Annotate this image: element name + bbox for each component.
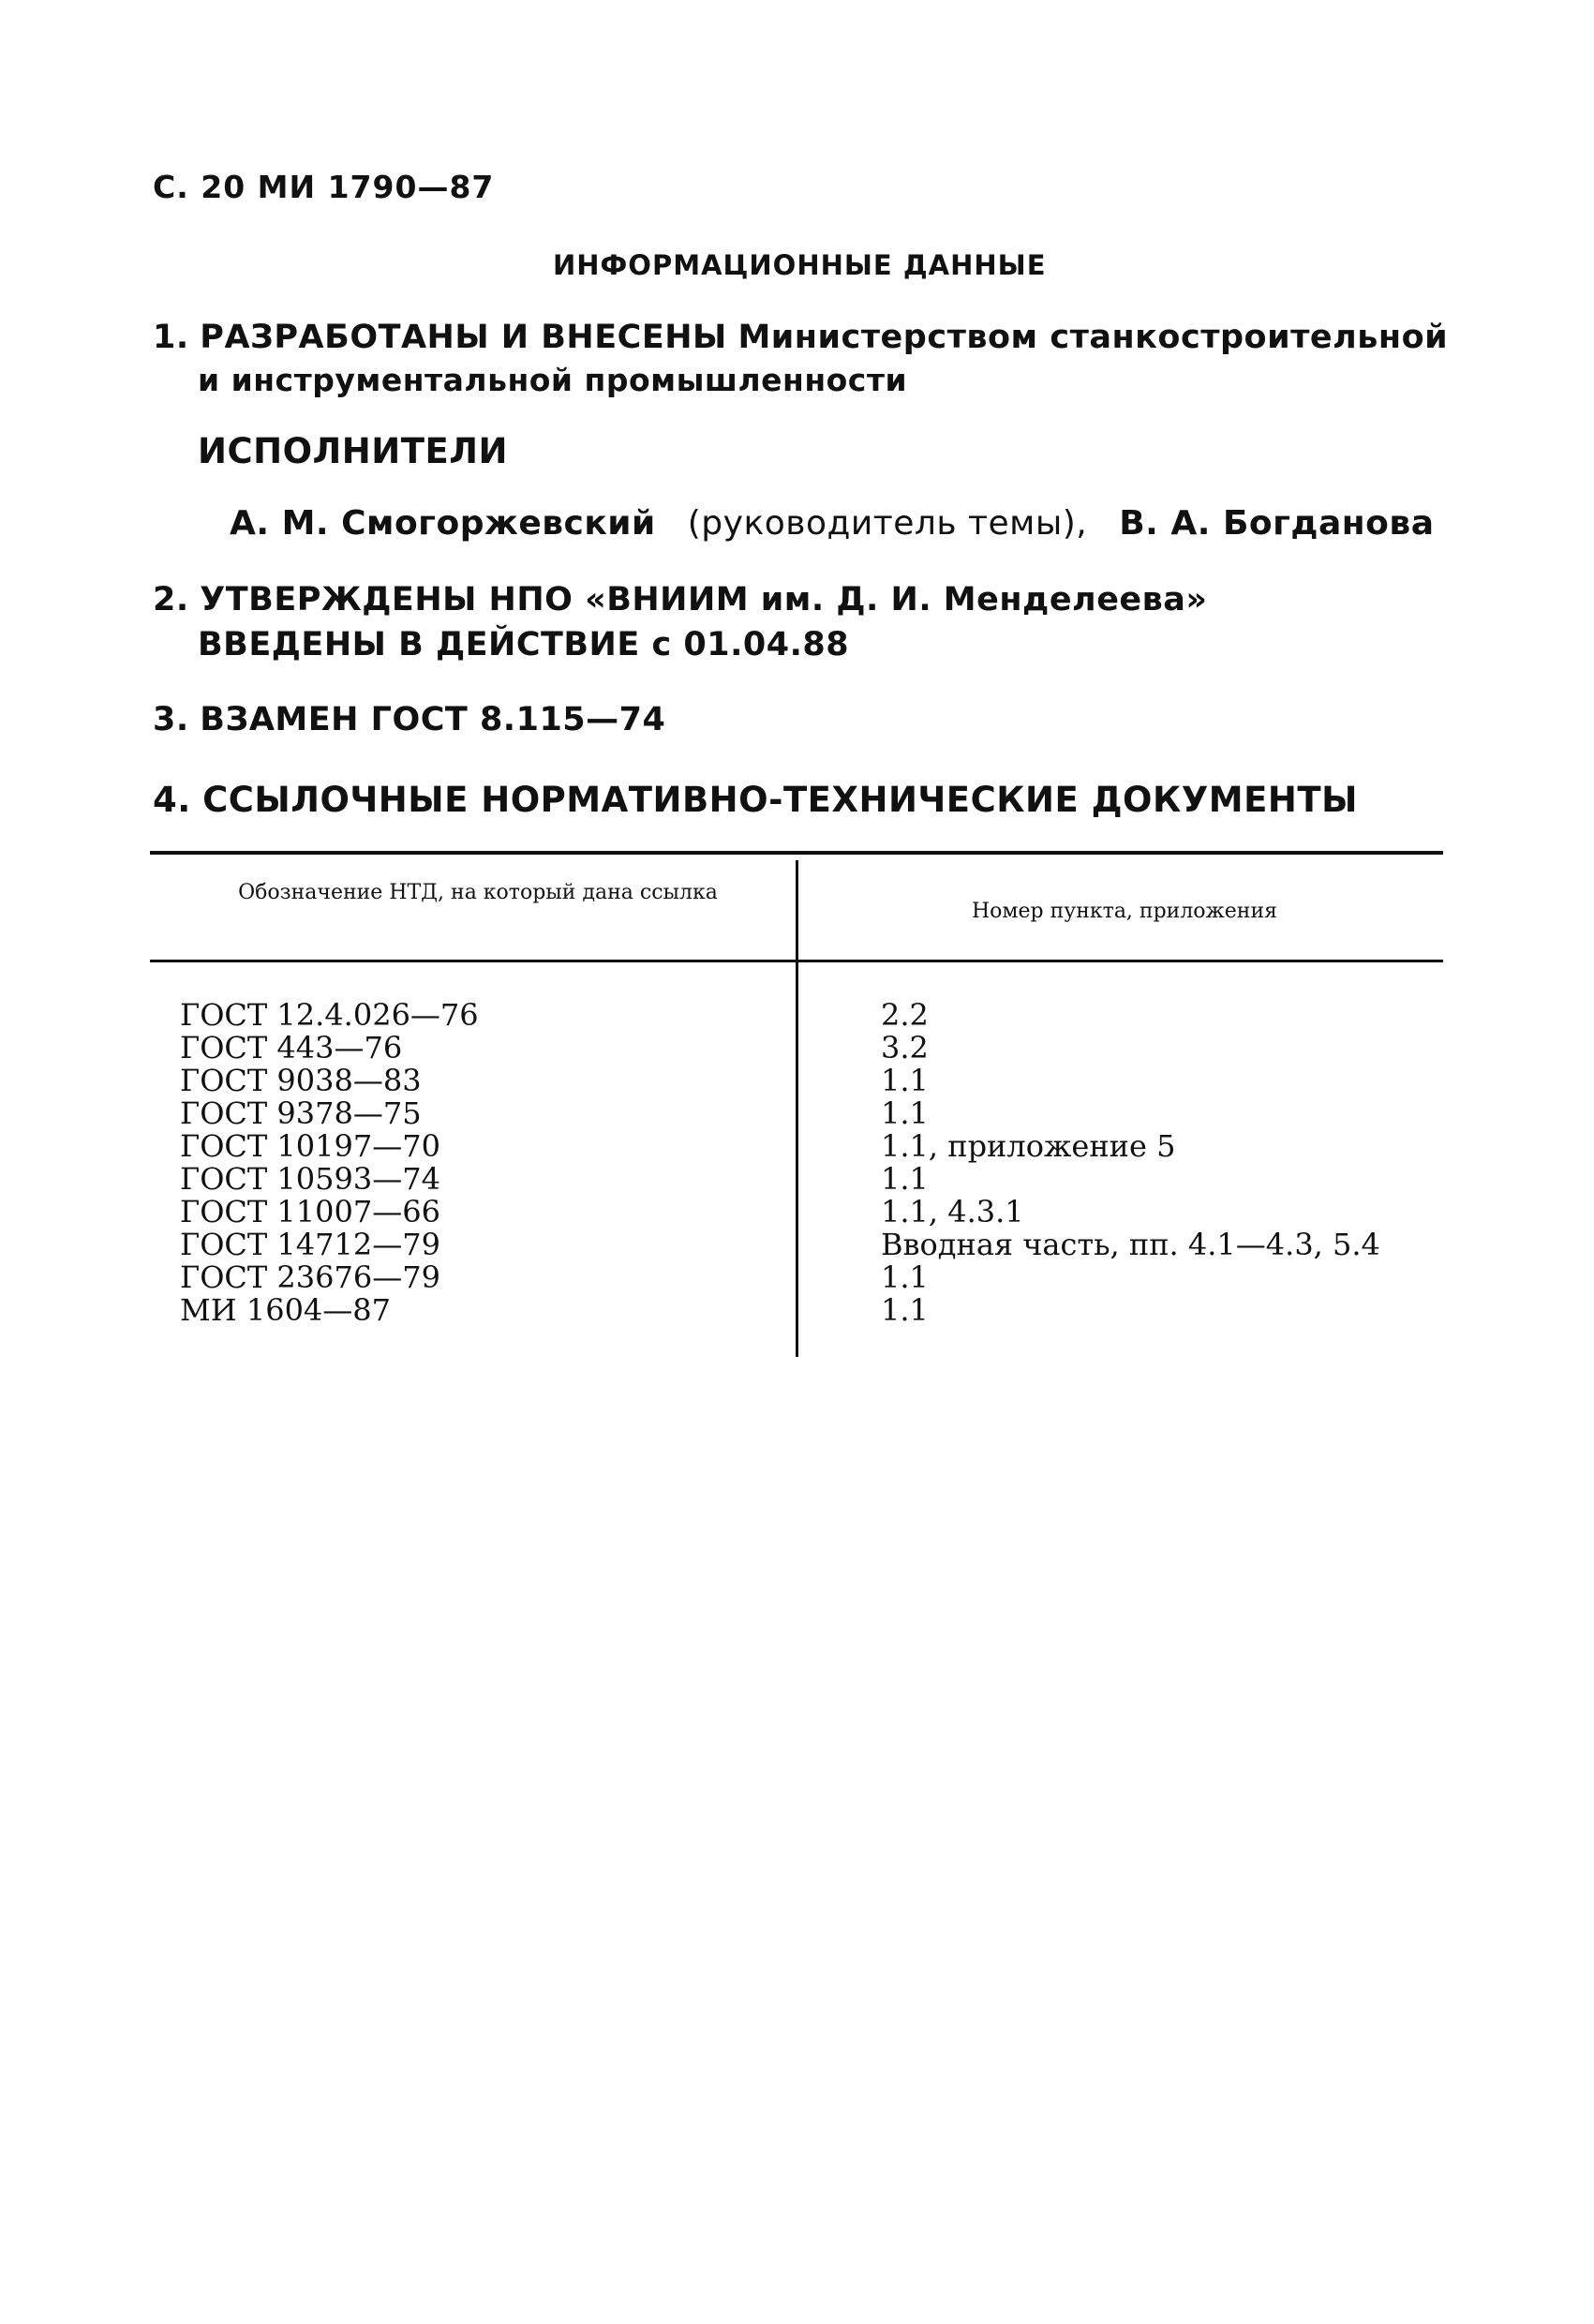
item-3-label: ВЗАМЕН ГОСТ 8.115—74 bbox=[200, 701, 666, 738]
item-3-number: 3. bbox=[153, 701, 189, 738]
table-column-divider bbox=[796, 860, 798, 1357]
document-title: ИНФОРМАЦИОННЫЕ ДАННЫЕ bbox=[553, 249, 1047, 281]
item-1 bbox=[153, 319, 1448, 356]
table-cell-clause: 1.1 bbox=[881, 1063, 929, 1098]
performer-role: (руководитель темы), bbox=[687, 504, 1088, 543]
table-column-designation bbox=[180, 999, 479, 1327]
table-cell-designation: ГОСТ 9038—83 bbox=[180, 1063, 422, 1098]
table-cell-clause: Вводная часть, пп. 4.1—4.3, 5.4 bbox=[881, 1227, 1380, 1262]
table-cell-clause: 1.1, приложение 5 bbox=[881, 1128, 1176, 1164]
item-1-label: РАЗРАБОТАНЫ И ВНЕСЕНЫ bbox=[200, 319, 727, 356]
item-2 bbox=[153, 581, 1208, 618]
item-3 bbox=[153, 701, 665, 738]
item-2-label: УТВЕРЖДЕНЫ НПО «ВНИИМ им. Д. И. Менделеева» bbox=[200, 581, 1208, 618]
table-cell-clause: 1.1 bbox=[881, 1259, 929, 1295]
item-4 bbox=[153, 780, 1358, 820]
table-cell-designation: МИ 1604—87 bbox=[180, 1292, 391, 1328]
performers-heading: ИСПОЛНИТЕЛИ bbox=[198, 431, 508, 471]
table-cell-designation: ГОСТ 11007—66 bbox=[180, 1194, 440, 1229]
table-cell-designation: ГОСТ 14712—79 bbox=[180, 1227, 440, 1262]
table-column-clause bbox=[881, 999, 1380, 1327]
performer-1: А. М. Смогоржевский bbox=[230, 504, 656, 543]
performers-line bbox=[230, 504, 1434, 543]
table-cell-clause: 1.1 bbox=[881, 1095, 929, 1131]
item-4-number: 4. bbox=[153, 780, 191, 820]
table-top-rule bbox=[150, 851, 1443, 855]
table-cell-clause: 3.2 bbox=[881, 1030, 929, 1065]
item-1-text: Министерством станкостроительной bbox=[737, 319, 1449, 356]
table-cell-clause: 2.2 bbox=[881, 997, 929, 1033]
page-header: С. 20 МИ 1790—87 bbox=[153, 169, 495, 205]
item-4-label: ССЫЛОЧНЫЕ НОРМАТИВНО-ТЕХНИЧЕСКИЕ ДОКУМЕНТЫ bbox=[202, 780, 1358, 820]
item-1-number: 1. bbox=[153, 319, 189, 356]
item-1-text-cont: и инструментальной промышленности bbox=[198, 362, 908, 398]
table-cell-designation: ГОСТ 23676—79 bbox=[180, 1259, 440, 1295]
table-cell-clause: 1.1 bbox=[881, 1292, 929, 1328]
item-2-number: 2. bbox=[153, 581, 189, 618]
table-cell-clause: 1.1 bbox=[881, 1161, 929, 1197]
item-2-text-cont: ВВЕДЕНЫ В ДЕЙСТВИЕ с 01.04.88 bbox=[198, 626, 850, 663]
table-cell-designation: ГОСТ 443—76 bbox=[180, 1030, 403, 1065]
table-cell-clause: 1.1, 4.3.1 bbox=[881, 1194, 1024, 1229]
table-header-designation: Обозначение НТД, на который дана ссылка bbox=[238, 881, 718, 904]
table-cell-designation: ГОСТ 10197—70 bbox=[180, 1128, 440, 1164]
performer-2: В. А. Богданова bbox=[1119, 504, 1435, 543]
table-cell-designation: ГОСТ 10593—74 bbox=[180, 1161, 440, 1197]
table-header-clause: Номер пункта, приложения bbox=[971, 900, 1278, 923]
table-cell-designation: ГОСТ 12.4.026—76 bbox=[180, 997, 479, 1033]
table-cell-designation: ГОСТ 9378—75 bbox=[180, 1095, 422, 1131]
